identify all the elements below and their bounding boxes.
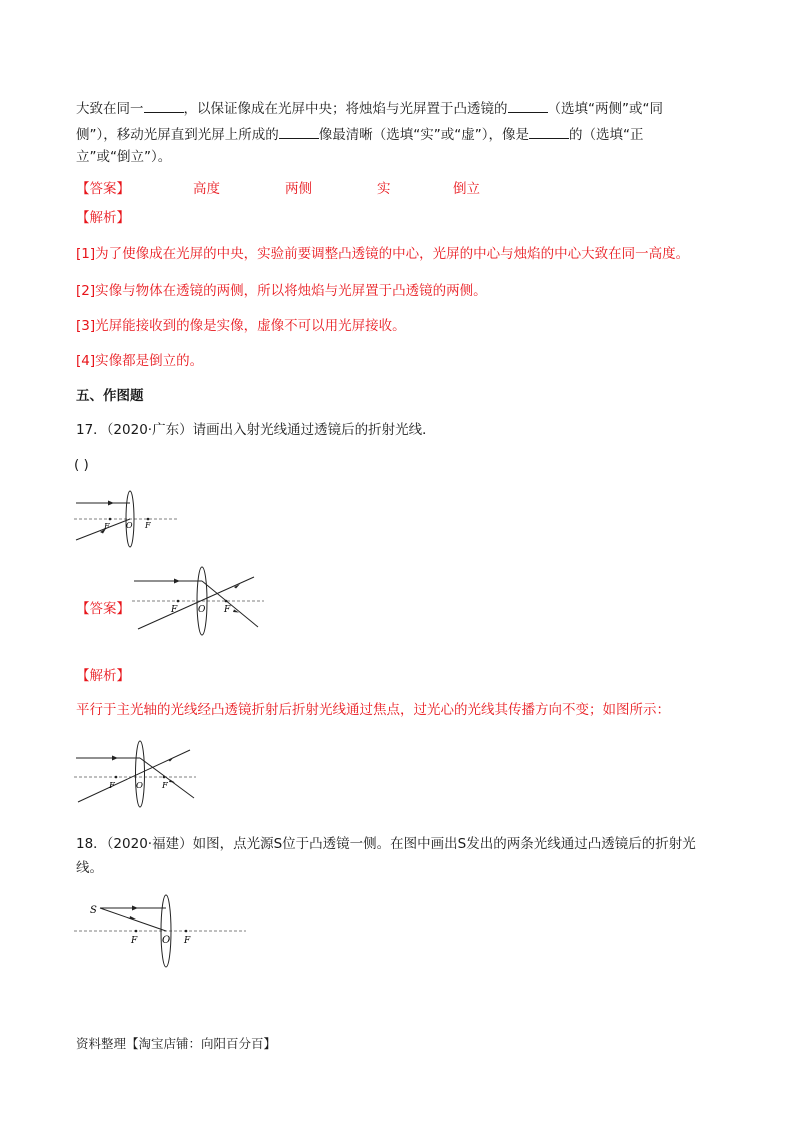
q17-bracket: ( ) — [74, 457, 89, 473]
q18-line1: 18．（2020·福建）如图，点光源S位于凸透镜一侧。在图中画出S发出的两条光线通过凸透镜后的折射光 — [76, 836, 696, 852]
q16-text: （选填“两侧”或“同 — [547, 101, 663, 117]
q16-text: 侧”），移动光屏直到光屏上所成的 — [76, 127, 279, 143]
focus-label: F — [104, 522, 110, 531]
section-title: 五、作图题 — [76, 388, 144, 404]
answer-item: 实 — [377, 181, 391, 197]
q17-text: 17．（2020·广东）请画出入射光线通过透镜后的折射光线． — [76, 422, 436, 438]
light-source-label: S — [90, 905, 97, 916]
answer-item: 高度 — [193, 181, 220, 197]
focus-label: F — [184, 936, 191, 946]
q16-text: ，以保证像成在光屏中央；将烛焰与光屏置于凸透镜的 — [183, 101, 508, 117]
analysis-line: [1]为了使像成在光屏的中央，实验前要调整凸透镜的中心，光屏的中心与烛焰的中心大致在同一高度。 — [76, 246, 690, 262]
answer-blank — [508, 98, 548, 113]
focus-label: F — [109, 781, 115, 791]
footer-text: 资料整理【淘宝店铺：向阳百分百】 — [76, 1036, 277, 1051]
answer17-lens-figure — [130, 565, 270, 637]
q16-text: 大致在同一 — [76, 101, 144, 117]
focus-label: F — [162, 781, 168, 791]
answer-blank — [279, 124, 319, 139]
answer-label: 【答案】 — [76, 181, 130, 197]
analysis-text: 平行于主光轴的光线经凸透镜折射后折射光线通过焦点，过光心的光线其传播方向不变；如图所示： — [76, 702, 670, 718]
q16-line1 — [76, 98, 663, 119]
answer-item: 倒立 — [453, 181, 480, 197]
answer-blank — [144, 98, 184, 113]
q18-lens-figure — [70, 893, 250, 969]
analysis17-lens-figure — [70, 738, 200, 808]
q16-text: 像最清晰（选填“实”或“虚”），像是 — [318, 127, 529, 143]
answer-blank — [529, 124, 569, 139]
q16-text: 的（选填“正 — [568, 127, 644, 143]
analysis-line: [3]光屏能接收到的像是实像，虚像不可以用光屏接收。 — [76, 318, 406, 334]
optical-center-label: O — [126, 521, 133, 530]
optical-center-label: O — [136, 781, 143, 791]
focus-label: F — [224, 605, 231, 615]
optical-center-label: O — [162, 935, 171, 946]
answer-label: 【答案】 — [76, 601, 130, 617]
focus-label: F — [131, 936, 138, 946]
analysis-line: [4]实像都是倒立的。 — [76, 353, 204, 369]
optical-center-label: O — [198, 605, 206, 615]
q17-lens-figure — [70, 488, 190, 550]
q16-line2 — [76, 124, 643, 145]
focus-label: F — [145, 521, 151, 530]
analysis-label: 【解析】 — [76, 210, 130, 226]
q16-line3: 立”或“倒立”）。 — [76, 149, 172, 165]
focus-label: F — [171, 605, 178, 615]
analysis-label: 【解析】 — [76, 668, 130, 684]
answer-item: 两侧 — [285, 181, 312, 197]
analysis-line: [2]实像与物体在透镜的两侧，所以将烛焰与光屏置于凸透镜的两侧。 — [76, 283, 487, 299]
q18-line2: 线。 — [76, 860, 103, 876]
